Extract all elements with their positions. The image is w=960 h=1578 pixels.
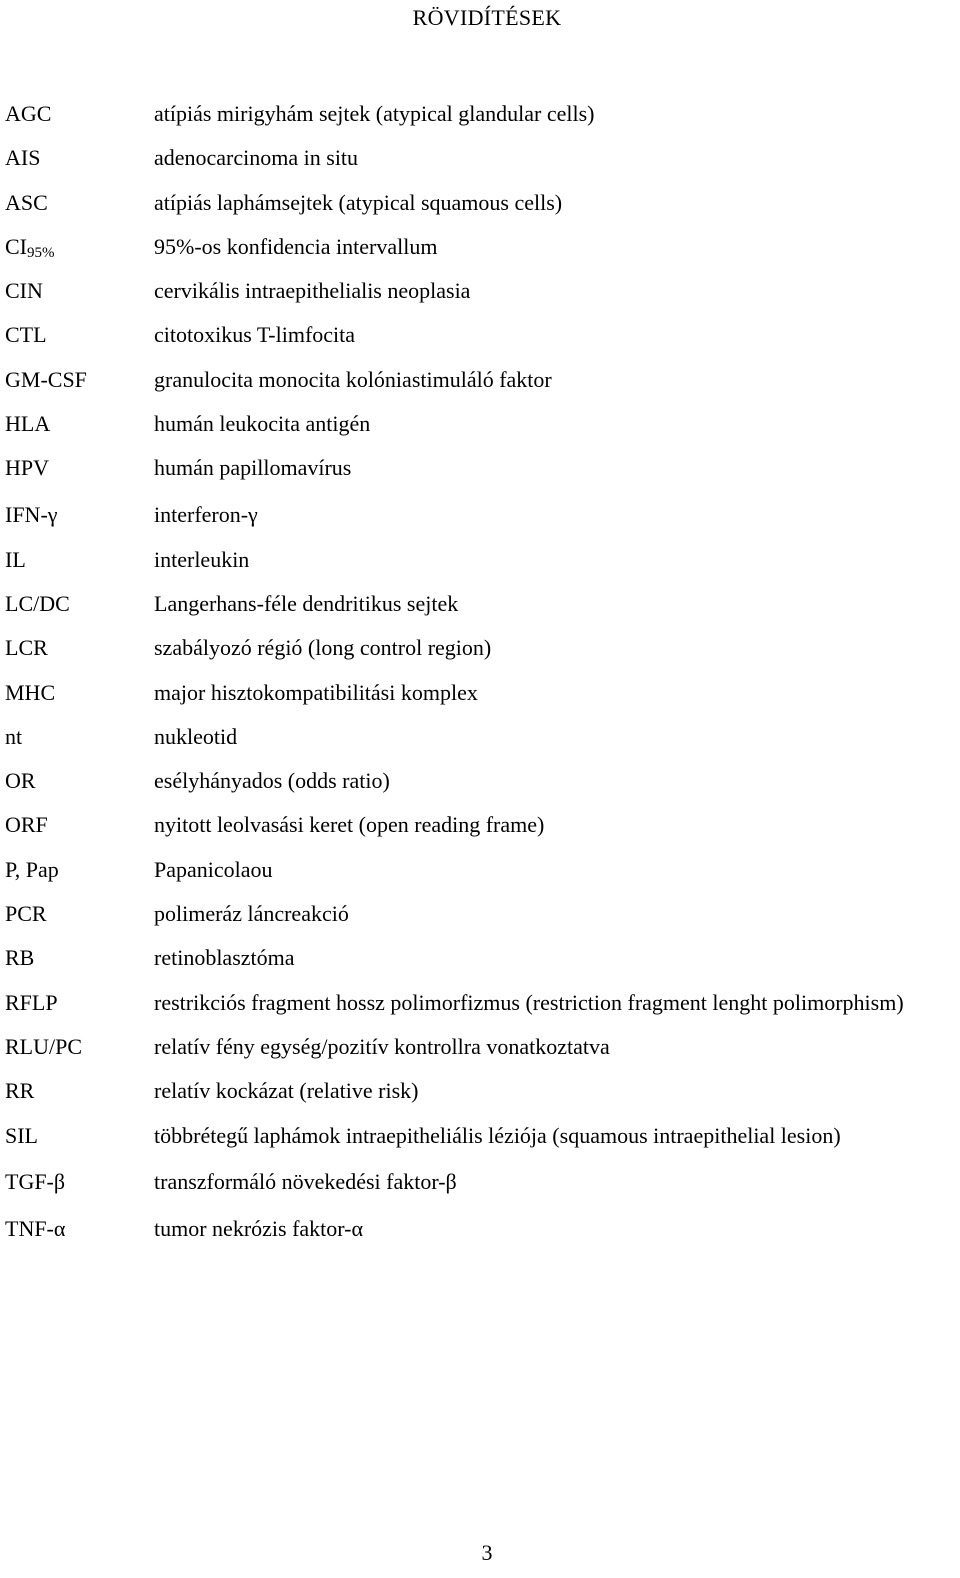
abbreviation-definition: polimeráz láncreakció (154, 901, 349, 927)
list-item (5, 136, 960, 180)
abbreviation-definition: retinoblasztóma (154, 945, 295, 971)
abbreviation-term: LCR (5, 635, 48, 661)
page-number: 3 (481, 1540, 493, 1565)
abbreviation-definition: 95%-os konfidencia intervallum (154, 233, 438, 259)
list-item (5, 715, 960, 759)
list-item (5, 759, 960, 803)
list-item (5, 358, 960, 402)
abbreviation-term-subscript: 95% (27, 244, 55, 261)
abbreviation-term: ORF (5, 812, 48, 838)
abbreviation-definition: atípiás laphámsejtek (atypical squamous cells) (154, 189, 563, 215)
abbreviation-definition: Papanicolaou (154, 856, 273, 882)
abbreviation-term (5, 225, 150, 272)
abbreviation-term: ASC (5, 189, 48, 215)
abbreviation-term: IFN-γ (5, 501, 58, 527)
list-item (5, 1114, 960, 1158)
list-item (5, 892, 960, 936)
abbreviation-term: CTL (5, 322, 47, 348)
abbreviation-term: LC/DC (5, 590, 70, 616)
abbreviation-list (5, 92, 960, 1252)
abbreviation-definition: major hisztokompatibilitási komplex (154, 679, 478, 705)
list-item (5, 225, 960, 269)
list-item (5, 626, 960, 670)
abbreviation-definition: nyitott leolvasási keret (open reading frame) (154, 812, 545, 838)
abbreviation-definition: atípiás mirigyhám sejtek (atypical glandular cells) (154, 101, 595, 126)
list-item (5, 313, 960, 357)
abbreviation-definition: szabályozó régió (long control region) (154, 635, 492, 661)
list-item (5, 1069, 960, 1113)
abbreviation-term: RR (5, 1078, 35, 1104)
abbreviation-term: TNF-α (5, 1215, 66, 1241)
abbreviation-term: HPV (5, 455, 50, 481)
list-item (5, 181, 960, 225)
abbreviation-definition: interferon-γ (154, 501, 258, 527)
abbreviation-term: nt (5, 723, 23, 749)
abbreviation-definition: interleukin (154, 546, 250, 572)
abbreviation-term-base: CI (5, 233, 27, 259)
abbreviation-term: OR (5, 768, 36, 794)
list-item (5, 1025, 960, 1069)
abbreviation-term: P, Pap (5, 856, 59, 882)
list-item (5, 538, 960, 582)
abbreviation-definition: többrétegű laphámok intraepitheliális léziója (squamous intraepithelial lesion) (154, 1122, 841, 1148)
abbreviation-definition: cervikális intraepithelialis neoplasia (154, 278, 471, 304)
abbreviation-term: HLA (5, 411, 51, 437)
abbreviation-term: RFLP (5, 989, 58, 1015)
list-item (5, 446, 960, 490)
abbreviation-term: IL (5, 546, 26, 572)
list-item (5, 491, 960, 538)
abbreviation-term: CIN (5, 278, 43, 304)
list-item (5, 936, 960, 980)
abbreviation-definition: citotoxikus T-limfocita (154, 322, 356, 348)
list-item (5, 269, 960, 313)
list-item (5, 671, 960, 715)
abbreviation-definition: relatív fény egység/pozitív kontrollra vonatkoztatva (154, 1033, 610, 1059)
abbreviation-definition: Langerhans-féle dendritikus sejtek (154, 590, 459, 616)
abbreviation-term: TGF-β (5, 1168, 66, 1194)
abbreviation-definition: humán papillomavírus (154, 455, 352, 481)
abbreviation-term: AGC (5, 101, 52, 126)
list-item (5, 981, 960, 1025)
abbreviation-term: SIL (5, 1122, 38, 1148)
list-item (5, 92, 960, 136)
abbreviation-definition: adenocarcinoma in situ (154, 145, 359, 171)
abbreviation-term: MHC (5, 679, 56, 705)
abbreviation-definition: humán leukocita antigén (154, 411, 371, 437)
list-item (5, 582, 960, 626)
abbreviation-term: PCR (5, 901, 47, 927)
list-item (5, 402, 960, 446)
abbreviation-definition: transzformáló növekedési faktor-β (154, 1168, 457, 1194)
abbreviation-term: RB (5, 945, 35, 971)
abbreviation-term: RLU/PC (5, 1033, 83, 1059)
abbreviation-definition: restrikciós fragment hossz polimorfizmus (restriction fragment lenght polimorphism) (154, 989, 904, 1015)
abbreviation-definition: tumor nekrózis faktor-α (154, 1215, 364, 1241)
abbreviation-definition: nukleotid (154, 723, 238, 749)
abbreviation-definition: esélyhányados (odds ratio) (154, 768, 390, 794)
abbreviation-definition: relatív kockázat (relative risk) (154, 1078, 419, 1104)
abbreviation-term: AIS (5, 145, 41, 171)
abbreviation-term: GM-CSF (5, 366, 87, 392)
list-item (5, 1205, 960, 1252)
abbreviation-definition: granulocita monocita kolóniastimuláló faktor (154, 366, 552, 392)
list-item (5, 803, 960, 847)
page-title: RÖVIDÍTÉSEK (412, 5, 562, 30)
list-item (5, 1158, 960, 1205)
list-item (5, 848, 960, 892)
